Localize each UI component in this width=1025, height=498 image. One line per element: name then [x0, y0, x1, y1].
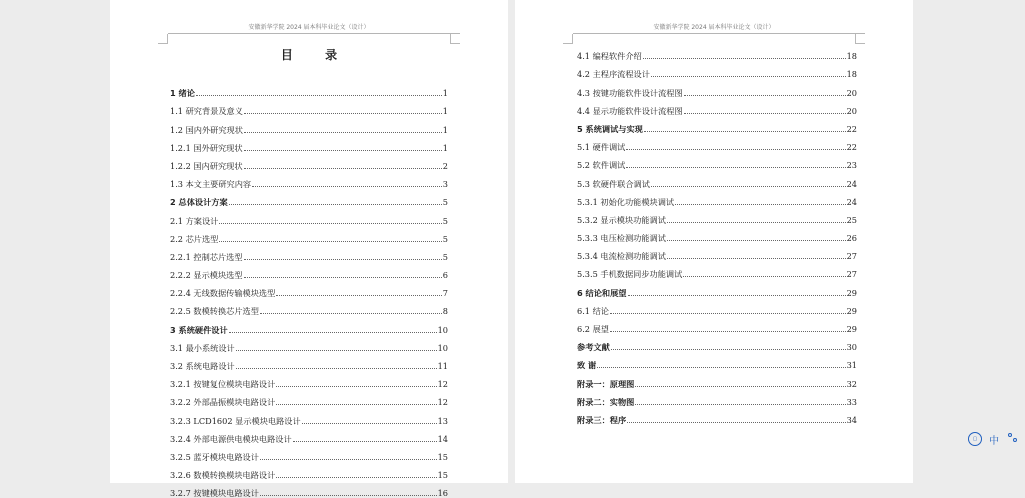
toc-leader-dots [260, 313, 442, 314]
toc-entry-label: 3.2.5 蓝牙模块电路设计 [170, 451, 259, 462]
toc-entry-label: 3.2 系统电路设计 [170, 361, 235, 371]
dots-icon[interactable] [1008, 433, 1018, 443]
toc-leader-dots [293, 441, 437, 442]
toc-entry[interactable] [170, 98, 448, 116]
toc-entry-page: 29 [846, 305, 857, 316]
toc-entry[interactable] [577, 334, 857, 352]
toc-entry[interactable] [577, 116, 857, 134]
toc-entry-page: 18 [846, 69, 857, 80]
toc-entry-label: 2 总体设计方案 [170, 197, 228, 208]
toc-entry-label: 5.3.4 电流检测功能调试 [577, 251, 666, 262]
toc-entry-label: 附录二：实物图 [577, 396, 635, 407]
toc-entry-page: 13 [437, 415, 448, 426]
toc-leader-dots [643, 58, 846, 59]
toc-entry[interactable] [170, 298, 448, 316]
toc-entry[interactable] [577, 170, 857, 188]
toc-entry-label: 1.1 研究背景及意义 [170, 106, 243, 117]
toc-entry-page: 24 [846, 196, 857, 207]
toc-entry-page: 5 [442, 197, 448, 208]
floating-toolbar [965, 430, 1025, 448]
toc-entry[interactable] [170, 80, 448, 98]
document-page-left [110, 0, 508, 498]
toc-entry-page: 5 [442, 251, 448, 262]
toc-leader-dots [196, 95, 442, 96]
page-header: 安徽新华学院 2024 届本科毕业论文（设计） [653, 24, 775, 31]
toc-entry[interactable] [170, 244, 448, 262]
toc-entry-label: 1.2.2 国内研究现状 [170, 160, 243, 171]
toc-entry-label: 2.2 芯片选型 [170, 233, 219, 244]
toc-entry-page: 12 [437, 379, 448, 390]
toc-entry-label: 2.2.4 无线数据传输模块选型 [170, 288, 276, 299]
toc-entry-page: 27 [846, 251, 857, 262]
toc-leader-dots [667, 222, 846, 223]
toc-entry-page: 31 [846, 360, 857, 371]
toc-leader-dots [229, 332, 437, 333]
toc-entry-label: 2.2.1 控制芯片选型 [170, 251, 243, 262]
toc-entry-label: 1.2.1 国外研究现状 [170, 142, 243, 153]
toc-leader-dots [626, 167, 845, 168]
toc-entry-label: 5.3.2 显示模块功能调试 [577, 214, 666, 225]
toc-entry-page: 14 [437, 433, 448, 444]
toc-entry[interactable] [577, 79, 857, 97]
toc-entry-page: 20 [846, 87, 857, 98]
toc-entry-label: 3.1 最小系统设计 [170, 342, 235, 353]
toc-entry-label: 5.3.3 电压检测功能调试 [577, 233, 666, 244]
toc-entry-label: 5 系统调试与实现 [577, 123, 643, 134]
toc-entry-label: 6.2 展望 [577, 324, 609, 334]
toc-entry-label: 4.1 编程软件介绍 [577, 51, 642, 62]
toc-entry-label: 3 系统硬件设计 [170, 324, 228, 335]
toc-leader-dots [667, 258, 846, 259]
toc-entry[interactable] [170, 353, 448, 371]
header-rule [168, 33, 460, 34]
toc-entry-page: 1 [442, 124, 448, 135]
toc-entry-page: 15 [437, 470, 448, 481]
toc-entry-label: 致 谢 [577, 360, 597, 371]
toc-entry-label: 4.3 按键功能软件设计流程图 [577, 87, 683, 98]
toc-leader-dots [684, 113, 846, 114]
toc-entry-label: 5.3.1 初始化功能模块调试 [577, 196, 675, 207]
toc-entry[interactable] [170, 426, 448, 444]
toc-entry-label: 3.2.6 数模转换模块电路设计 [170, 470, 276, 481]
toc-entry-label: 4.4 显示功能软件设计流程图 [577, 105, 683, 116]
toc-entry[interactable] [577, 352, 857, 370]
toc-leader-dots [651, 186, 846, 187]
toc-entry-label: 3.2.1 按键复位模块电路设计 [170, 379, 276, 390]
crop-mark [563, 34, 573, 44]
toc-entry-label: 1 绪论 [170, 88, 195, 99]
toc-entry[interactable] [170, 280, 448, 298]
toc-entry-label: 1.2 国内外研究现状 [170, 124, 243, 135]
toc-entry-label: 6.1 结论 [577, 305, 609, 316]
toc-entry[interactable] [577, 243, 857, 261]
toc-entry[interactable] [170, 407, 448, 425]
toc-entry-page: 20 [846, 105, 857, 116]
toc-entry[interactable] [577, 98, 857, 116]
toc-entry[interactable] [577, 298, 857, 316]
toc-entry[interactable] [170, 135, 448, 153]
toc-entry-label: 2.1 方案设计 [170, 215, 219, 226]
toc-entry-label: 5.3.5 手机数据同步功能调试 [577, 269, 683, 280]
toc-entry[interactable] [577, 316, 857, 334]
toc-entry-page: 34 [846, 414, 857, 425]
toc-entry-page: 22 [846, 123, 857, 134]
language-toggle[interactable]: 中 [989, 436, 999, 447]
toc-leader-dots [611, 349, 846, 350]
toc-entry-page: 1 [442, 142, 448, 153]
toc-entry[interactable] [577, 389, 857, 407]
toc-entry[interactable] [577, 261, 857, 279]
toc-leader-dots [635, 404, 845, 405]
toc-entry[interactable] [577, 370, 857, 388]
toc-entry-label: 1.3 本文主要研究内容 [170, 179, 252, 190]
toc-leader-dots [276, 295, 441, 296]
toc-entry-page: 15 [437, 451, 448, 462]
toc-entry-label: 3.2.3 LCD1602 显示模块电路设计 [170, 415, 301, 426]
toc-entry[interactable] [577, 189, 857, 207]
toc-entry-page: 7 [442, 288, 448, 299]
toc-entry[interactable] [170, 226, 448, 244]
toc-entry-page: 8 [442, 306, 448, 317]
toc-leader-dots [244, 113, 442, 114]
toc-entry[interactable] [170, 116, 448, 134]
crop-mark [158, 34, 168, 44]
toc-entry[interactable] [170, 335, 448, 353]
toc-entry-page: 5 [442, 233, 448, 244]
toc-leader-dots [683, 276, 845, 277]
toc-leader-dots [627, 422, 845, 423]
toc-title: 目 录 [280, 48, 352, 62]
page-header: 安徽新华学院 2024 届本科毕业论文（设计） [248, 24, 370, 31]
toc-entry[interactable] [170, 316, 448, 334]
toc-leader-dots [244, 150, 442, 151]
toc-entry-page: 5 [442, 215, 448, 226]
toc-entry-page: 10 [437, 342, 448, 353]
toc-entry[interactable] [170, 262, 448, 280]
toc-entry-label: 5.1 硬件调试 [577, 142, 626, 153]
toc-entry-page: 6 [442, 270, 448, 281]
toc-leader-dots [597, 367, 845, 368]
toc-entry[interactable] [170, 371, 448, 389]
toc-leader-dots [644, 131, 846, 132]
toc-entry[interactable] [577, 407, 857, 425]
toc-entry[interactable] [170, 189, 448, 207]
toc-leader-dots [276, 386, 436, 387]
toc-entry[interactable] [170, 171, 448, 189]
toc-leader-dots [244, 277, 442, 278]
toc-leader-dots [276, 404, 436, 405]
toc-leader-dots [635, 386, 845, 387]
toc-leader-dots [675, 204, 845, 205]
toc-leader-dots [302, 423, 437, 424]
toc-entry[interactable] [577, 152, 857, 170]
toc-leader-dots [276, 477, 436, 478]
toc-entry-label: 5.3 软硬件联合调试 [577, 178, 650, 189]
header-rule [573, 33, 865, 34]
toc-entry-page: 29 [846, 324, 857, 334]
toc-entry-page: 22 [846, 142, 857, 153]
toc-entry-label: 4.2 主程序流程设计 [577, 69, 650, 80]
toc-entry[interactable] [577, 134, 857, 152]
toc-entry-label: 2.2.2 显示模块选型 [170, 270, 243, 281]
translate-badge-icon[interactable]: ▢ [968, 432, 982, 446]
toc-entry-page: 33 [846, 396, 857, 407]
toc-leader-dots [229, 204, 442, 205]
toc-entry-page: 2 [442, 160, 448, 171]
toc-entry[interactable] [170, 462, 448, 480]
toc-entry[interactable] [170, 389, 448, 407]
toc-leader-dots [610, 313, 846, 314]
toc-list [577, 43, 857, 425]
toc-entry[interactable] [577, 225, 857, 243]
toc-entry-page: 26 [846, 233, 857, 244]
toc-entry[interactable] [170, 207, 448, 225]
toc-entry-page: 3 [442, 179, 448, 190]
crop-mark [450, 34, 460, 44]
toc-leader-dots [610, 331, 846, 332]
toc-entry[interactable] [577, 61, 857, 79]
toc-entry[interactable] [577, 207, 857, 225]
toc-entry-page: 16 [437, 488, 448, 498]
toc-entry-page: 18 [846, 51, 857, 62]
toc-entry-page: 24 [846, 178, 857, 189]
toc-entry-label: 3.2.7 按键模块电路设计 [170, 488, 259, 498]
toc-entry[interactable] [577, 279, 857, 297]
toc-entry-page: 29 [846, 287, 857, 298]
toc-entry-page: 27 [846, 269, 857, 280]
toc-leader-dots [219, 241, 441, 242]
toc-entry-page: 12 [437, 397, 448, 408]
toc-entry-page: 25 [846, 214, 857, 225]
toc-leader-dots [219, 223, 441, 224]
toc-leader-dots [684, 95, 846, 96]
toc-entry-page: 30 [846, 342, 857, 353]
toc-entry-page: 1 [442, 106, 448, 117]
toc-leader-dots [244, 132, 442, 133]
toc-leader-dots [236, 368, 437, 369]
toc-entry-label: 2.2.5 数模转换芯片选型 [170, 306, 259, 317]
toc-entry-page: 1 [442, 88, 448, 99]
toc-leader-dots [626, 149, 845, 150]
toc-leader-dots [252, 186, 442, 187]
toc-entry-label: 参考文献 [577, 342, 610, 353]
toc-entry-page: 10 [437, 324, 448, 335]
toc-entry-page: 11 [437, 361, 448, 371]
toc-entry-label: 3.2.4 外部电源供电模块电路设计 [170, 433, 292, 444]
toc-entry[interactable] [577, 43, 857, 61]
toc-list [170, 80, 448, 498]
toc-leader-dots [260, 459, 437, 460]
toc-leader-dots [651, 76, 846, 77]
toc-leader-dots [628, 295, 846, 296]
toc-entry-label: 附录三：程序 [577, 414, 627, 425]
toc-entry[interactable] [170, 480, 448, 498]
toc-entry[interactable] [170, 153, 448, 171]
toc-entry-label: 附录一：原理图 [577, 378, 635, 389]
toc-entry-label: 3.2.2 外部晶振模块电路设计 [170, 397, 276, 408]
toc-entry-page: 32 [846, 378, 857, 389]
toc-entry-label: 6 结论和展望 [577, 287, 627, 298]
toc-entry[interactable] [170, 444, 448, 462]
document-page-right [515, 0, 913, 483]
toc-leader-dots [244, 259, 442, 260]
toc-entry-label: 5.2 软件调试 [577, 160, 626, 171]
toc-leader-dots [260, 495, 437, 496]
toc-entry-page: 23 [846, 160, 857, 171]
toc-leader-dots [244, 168, 442, 169]
toc-leader-dots [667, 240, 846, 241]
toc-leader-dots [236, 350, 437, 351]
